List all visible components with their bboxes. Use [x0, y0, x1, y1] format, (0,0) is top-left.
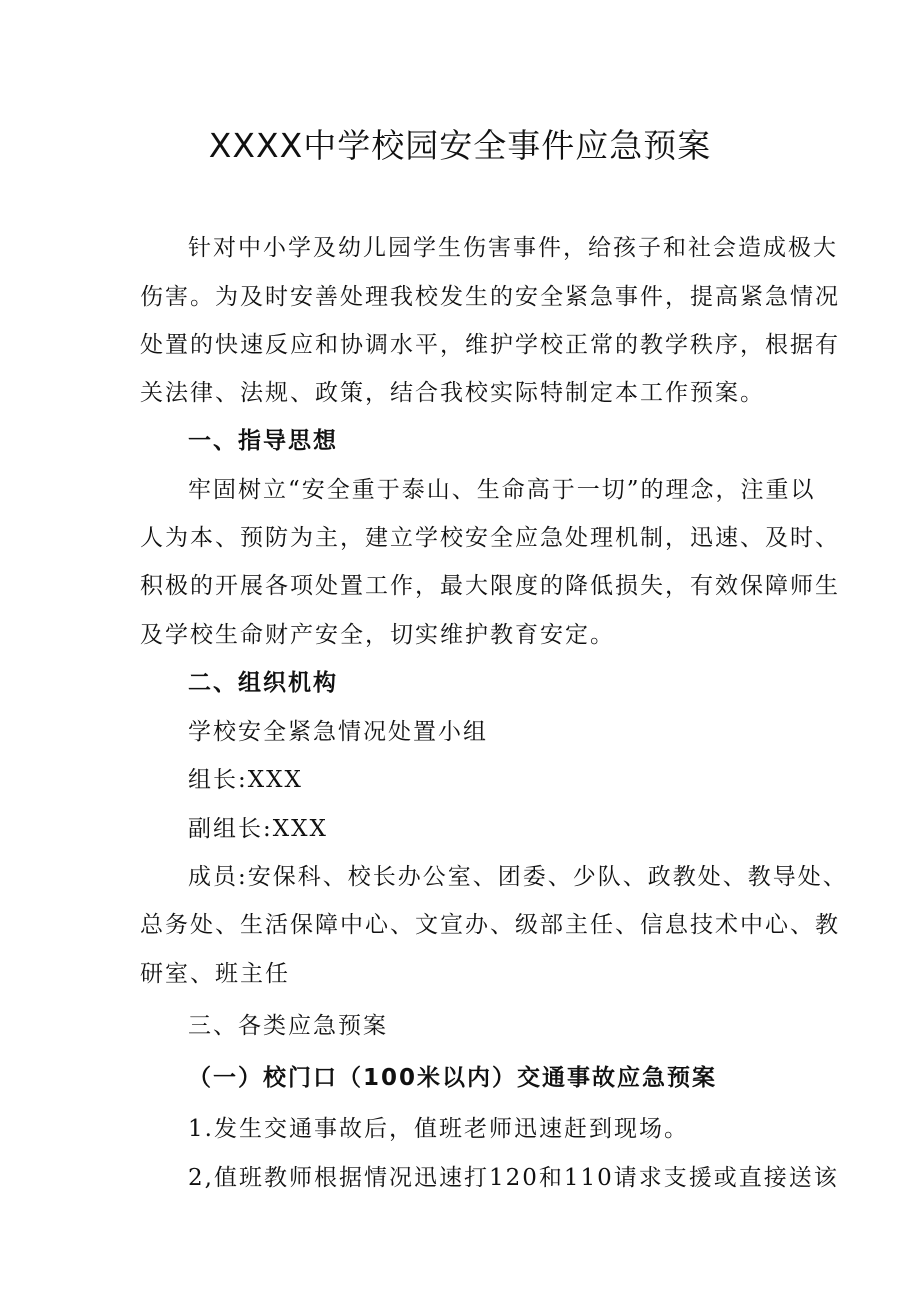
section-2-heading: 二、组织机构: [188, 670, 338, 696]
document-title: XXXX中学校园安全事件应急预案: [208, 126, 712, 165]
section-3-heading: 三、各类应急预案: [188, 1013, 388, 1039]
section-1-line-2: 人为本、预防为主，建立学校安全应急处理机制，迅速、及时、: [140, 525, 840, 551]
group-members-line-2: 总务处、生活保障中心、文宣办、级部主任、信息技术中心、教: [140, 912, 840, 938]
intro-line-2: 伤害。为及时安善处理我校发生的安全紧急事件，提高紧急情况: [140, 284, 840, 310]
group-name: 学校安全紧急情况处置小组: [188, 719, 488, 745]
subsection-1-heading: （一）校门口（100米以内）交通事故应急预案: [188, 1065, 718, 1091]
section-1-line-1: 牢固树立“安全重于泰山、生命高于一切”的理念，注重以: [188, 477, 816, 503]
plan-item-1: 1.发生交通事故后，值班老师迅速赶到现场。: [188, 1116, 689, 1142]
group-members-line-1: 成员:安保科、校长办公室、团委、少队、政教处、教导处、: [188, 864, 848, 890]
intro-line-3: 处置的快速反应和协调水平，维护学校正常的教学秩序，根据有: [140, 332, 840, 358]
group-leader: 组长:XXX: [188, 767, 303, 793]
section-1-line-4: 及学校生命财产安全，切实维护教育安定。: [140, 622, 615, 648]
intro-line-1: 针对中小学及幼儿园学生伤害事件，给孩子和社会造成极大: [188, 235, 838, 261]
intro-line-4: 关法律、法规、政策，结合我校实际特制定本工作预案。: [140, 380, 765, 406]
group-deputy: 副组长:XXX: [188, 816, 328, 842]
section-1-line-3: 积极的开展各项处置工作，最大限度的降低损失，有效保障师生: [140, 573, 840, 599]
section-1-heading: 一、指导思想: [188, 428, 338, 454]
plan-item-2: 2,值班教师根据情况迅速打120和110请求支援或直接送该: [188, 1165, 839, 1191]
group-members-line-3: 研室、班主任: [140, 961, 290, 987]
